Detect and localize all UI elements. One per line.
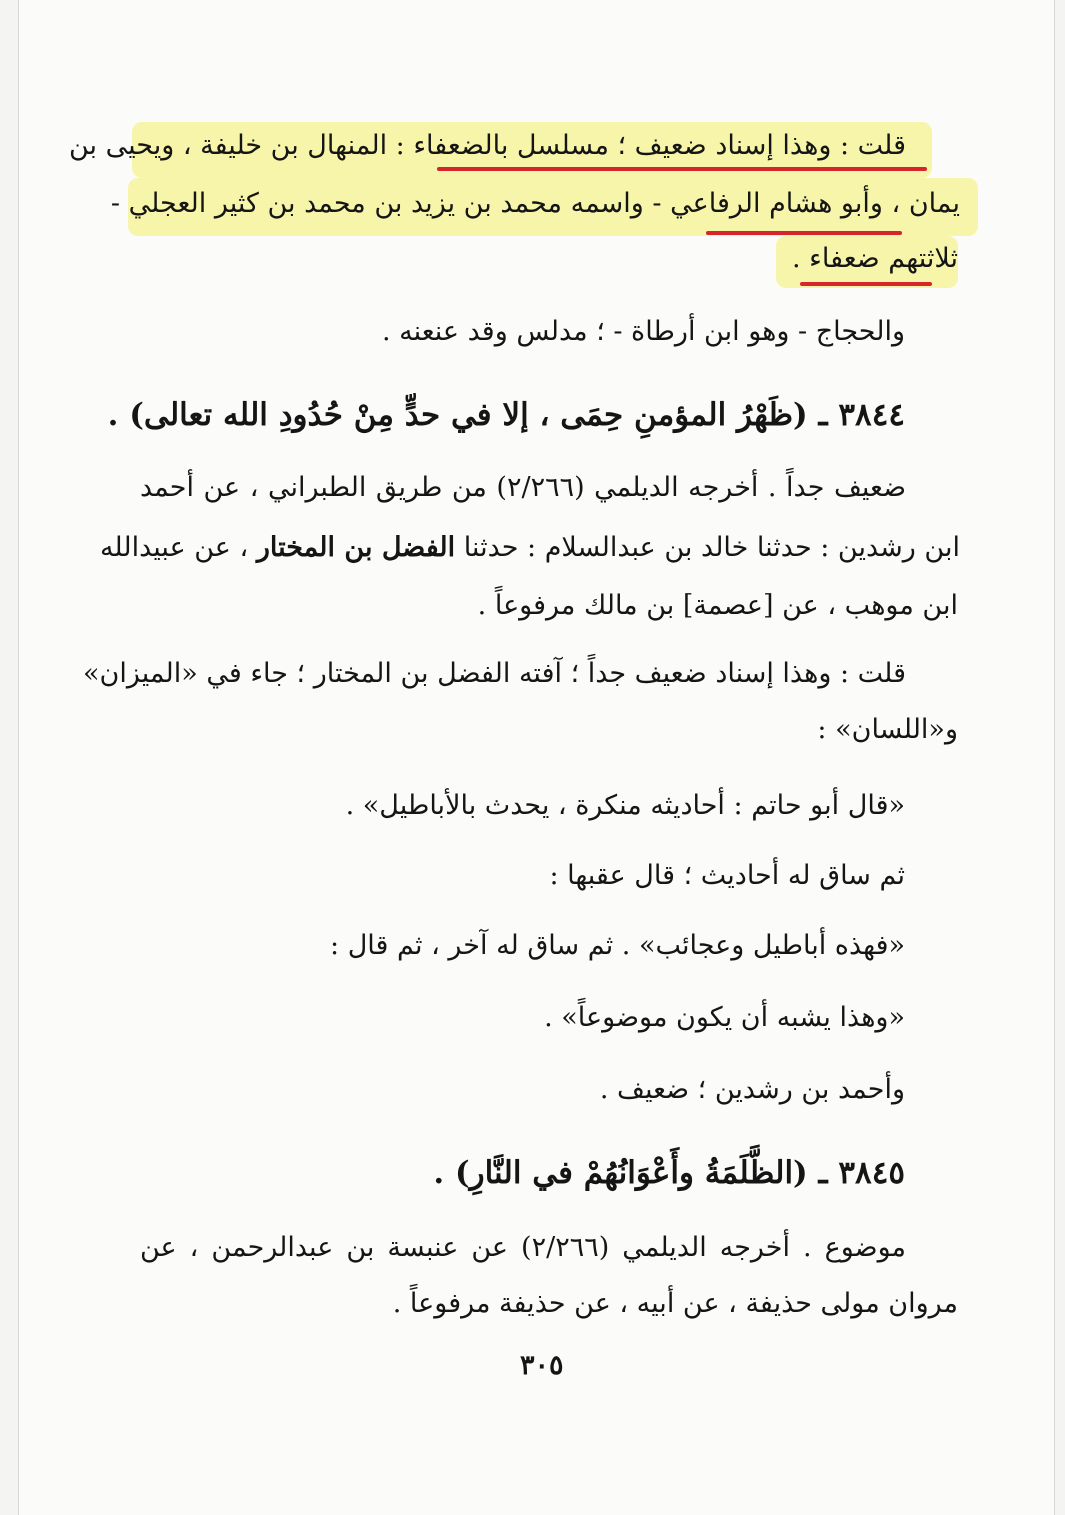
takhrij-3844-line-3: ابن موهب ، عن [عصمة] بن مالك مرفوعاً . bbox=[477, 590, 958, 621]
quote-abatil: «فهذه أباطيل وعجائب» . ثم ساق له آخر ، ثم قال : bbox=[330, 930, 905, 961]
takhrij-3844-line-1: ضعيف جداً . أخرجه الديلمي (٢/٢٦٦) من طريق الطبراني ، عن أحمد bbox=[140, 472, 906, 503]
takhrij-3845-line-2: مروان مولى حذيفة ، عن أبيه ، عن حذيفة مرفوعاً . bbox=[392, 1288, 958, 1319]
highlighted-line-1: قلت : وهذا إسناد ضعيف ؛ مسلسل بالضعفاء : المنهال بن خليفة ، ويحيى بن bbox=[69, 130, 906, 161]
quote-abu-hatim: «قال أبو حاتم : أحاديثه منكرة ، يحدث بالأباطيل» . bbox=[345, 790, 905, 821]
highlighted-line-2: يمان ، وأبو هشام الرفاعي - واسمه محمد بن يزيد بن محمد بن كثير العجلي - bbox=[110, 188, 960, 219]
qult-line-2: و«اللسان» : bbox=[817, 714, 958, 745]
note-ahmad-bin-rishdin: وأحمد بن رشدين ؛ ضعيف . bbox=[599, 1074, 905, 1105]
highlighted-line-3: ثلاثتهم ضعفاء . bbox=[792, 243, 958, 274]
page-number: ٣٠٥ bbox=[520, 1350, 564, 1381]
quote-mawdu: «وهذا يشبه أن يكون موضوعاً» . bbox=[544, 1002, 905, 1033]
takhrij-3844-line-2-c: ، عن عبيدالله bbox=[99, 532, 249, 563]
note-hajjaj: والحجاج - وهو ابن أرطاة - ؛ مدلس وقد عنعنه . bbox=[381, 316, 905, 347]
takhrij-3844-line-2 bbox=[99, 532, 960, 563]
takhrij-3845-line-1: موضوع . أخرجه الديلمي (٢/٢٦٦) عن عنبسة بن عبدالرحمن ، عن bbox=[140, 1232, 906, 1263]
hadith-heading-3845: ٣٨٤٥ ـ (الظَّلَمَةُ وأَعْوَانُهُمْ في النَّارِ) . bbox=[433, 1155, 905, 1191]
hadith-heading-3844: ٣٨٤٤ ـ (ظَهْرُ المؤمنِ حِمَى ، إلا في حدٍّ مِنْ حُدُودِ الله تعالى) . bbox=[107, 397, 905, 433]
narrator-fadl-bin-mukhtar: الفضل بن المختار bbox=[256, 532, 456, 563]
underline-mark-1 bbox=[437, 167, 927, 171]
underline-mark-2 bbox=[706, 231, 902, 235]
underline-mark-3 bbox=[800, 282, 932, 286]
qult-line-1: قلت : وهذا إسناد ضعيف جداً ؛ آفته الفضل بن المختار ؛ جاء في «الميزان» bbox=[83, 658, 906, 689]
takhrij-3844-line-2-a: ابن رشدين : حدثنا خالد بن عبدالسلام : حدثنا bbox=[463, 532, 960, 563]
quote-then-narrated: ثم ساق له أحاديث ؛ قال عقبها : bbox=[549, 860, 905, 891]
